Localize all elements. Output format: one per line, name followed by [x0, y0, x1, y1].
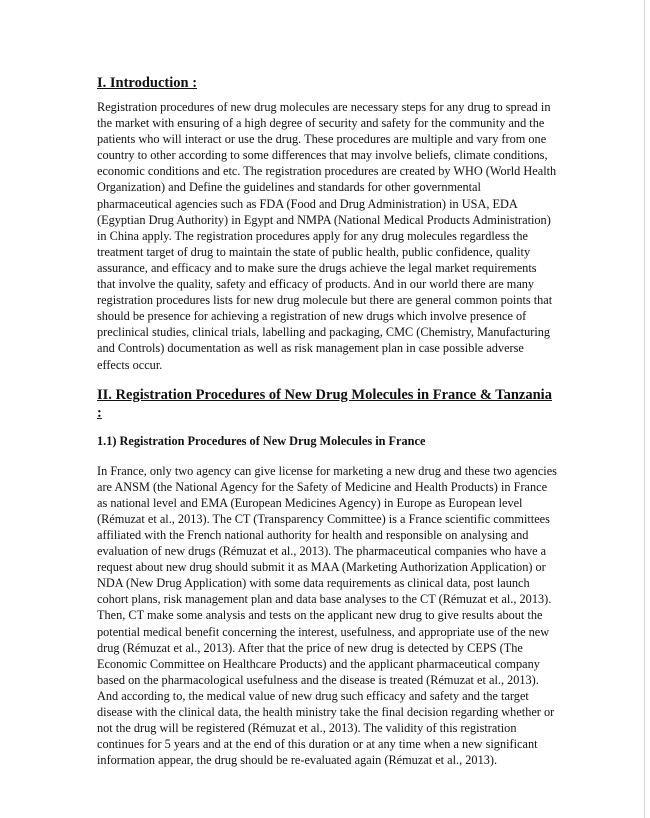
france-subsection-paragraph: In France, only two agency can give license for marketing a new drug and these two agencies are ANSM (the National Agency for the Safety of Medicine and Health Products) in France as national level and EMA (European Medicines Agency) in Europe as European level (Rémuzat et al., 2013). The CT (Transparency Committee) is a France scientific committees affiliated with the French national authority for health and responsible on analysing and evaluation of new drugs (Rémuzat et al., 2013). The pharmaceutical companies who have a request about new drug should submit it as MAA (Marketing Authorization Application) or NDA (New Drug Application) with some data requirements as clinical data, post launch cohort plans, risk management plan and data base analyses to the CT (Rémuzat et al., 2013). Then, CT make some analysis and tests on the applicant new drug to give results about the potential medical benefit concerning the interest, usefulness, and appropriate use of the new drug (Rémuzat et al., 2013). After that the price of new drug is detected by CEPS (The Economic Committee on Healthcare Products) and the applicant pharmaceutical company based on the pharmacological usefulness and the disease is treated (Rémuzat et al., 2013). And according to, the medical value of new drug such efficacy and safety and the target disease with the clinical data, the health ministry take the final decision regarding whether or not the drug will be registered (Rémuzat et al., 2013). The validity of this registration continues for 5 years and at the end of this duration or at any time when a new significant information appear, the drug should be re-evaluated again (Rémuzat et al., 2013).: [97, 463, 557, 768]
introduction-heading: I. Introduction :: [97, 75, 198, 91]
document-body: [97, 74, 557, 768]
page-edge-divider: [644, 0, 645, 818]
registration-procedures-heading: II. Registration Procedures of New Drug Molecules in France & Tanzania :: [97, 386, 552, 422]
france-subsection-heading: 1.1) Registration Procedures of New Drug Molecules in France: [97, 433, 426, 448]
introduction-paragraph: Registration procedures of new drug molecules are necessary steps for any drug to spread in the market with ensuring of a high degree of security and safety for the community and the patients who will interact or use the drug. These procedures are multiple and vary from one country to other according to some differences that may involve beliefs, climate conditions, economic conditions and etc. The registration procedures are created by WHO (World Health Organization) and Define the guidelines and standards for other governmental pharmaceutical agencies such as FDA (Food and Drug Administration) in USA, EDA (Egyptian Drug Authority) in Egypt and NMPA (National Medical Products Administration) in China apply. The registration procedures apply for any drug molecules regardless the treatment target of drug to maintain the state of public health, public confidence, quality assurance, and efficacy and to make sure the drugs achieve the legal market requirements that involve the quality, safety and efficacy of products. And in our world there are many registration procedures lists for new drug molecule but there are general common points that should be presence for achieving a registration of new drugs which involve presence of preclinical studies, clinical trials, labelling and packaging, CMC (Chemistry, Manufacturing and Controls) documentation as well as risk management plan in case possible adverse effects occur.: [97, 100, 557, 372]
